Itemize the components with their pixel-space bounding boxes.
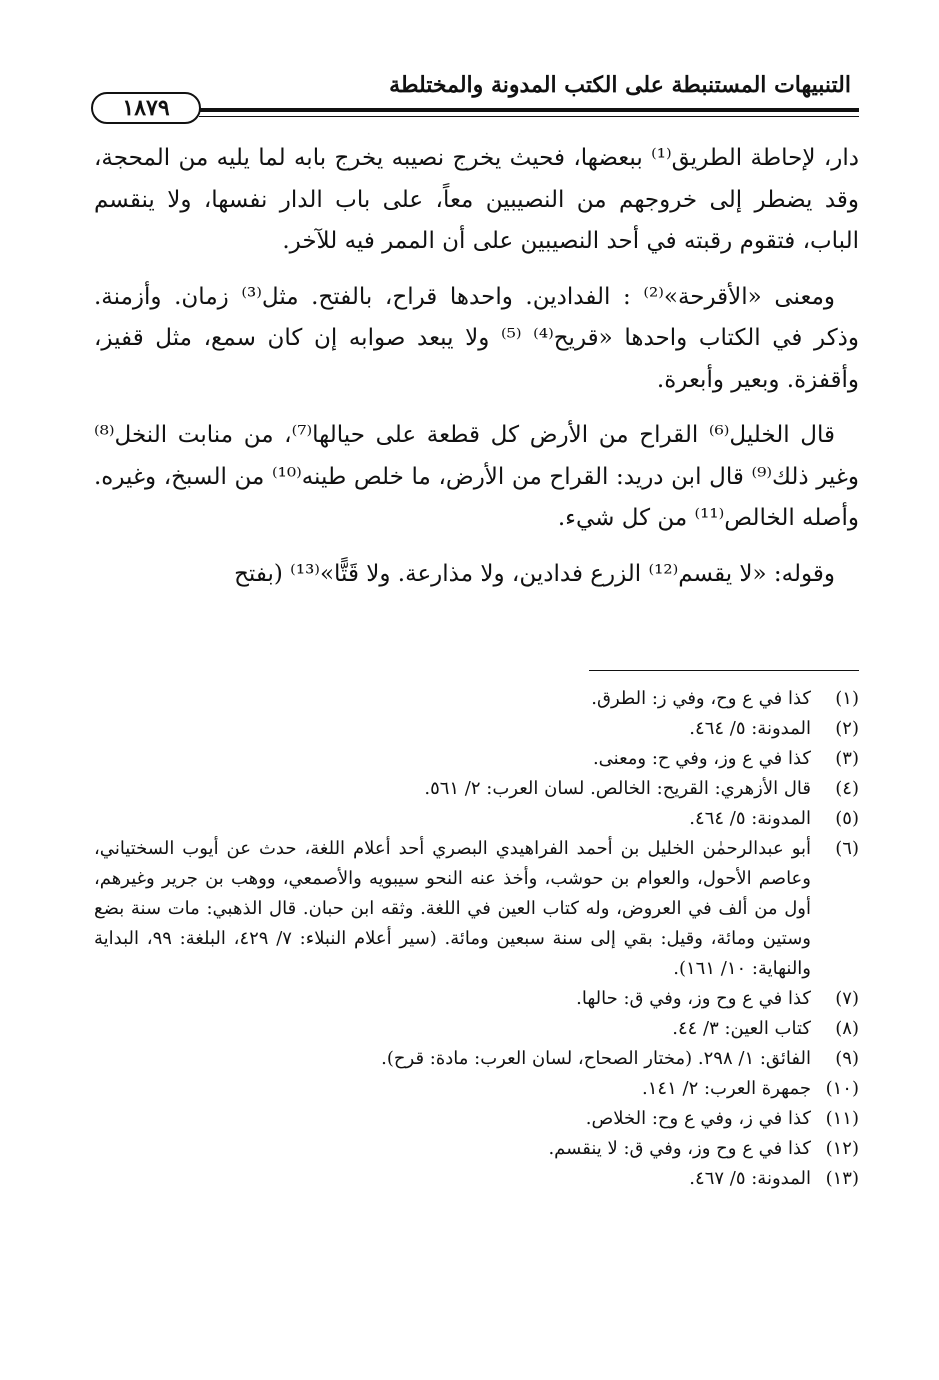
footnote-item (94, 984, 859, 1014)
footnote-text: قال الأزهري: القريح: الخالص. لسان العرب: ٢/ ٥٦١. (424, 778, 811, 799)
footnote-item (94, 684, 859, 714)
footnote-item (94, 1104, 859, 1134)
footnote-item (94, 834, 859, 984)
footnote-text: المدونة: ٥/ ٤٦٤. (689, 808, 811, 829)
running-title: التنبيهات المستنبطة على الكتب المدونة والمختلطة (389, 72, 851, 98)
footnote-text: كذا في ع وح، وفي ز: الطرق. (591, 688, 811, 709)
footnote-number: (١١) (825, 1108, 859, 1129)
footnote-item (94, 1014, 859, 1044)
footnote-number: (١٢) (825, 1138, 859, 1159)
footnote-number: (٤) (835, 778, 859, 799)
footnote-text: كذا في ع وز، وفي ح: ومعنى. (592, 748, 811, 769)
footnote-number: (١٠) (825, 1078, 859, 1099)
footnote-number: (٥) (835, 808, 859, 829)
body-paragraph: ومعنى «الأقرحة»⁽²⁾ : الفدادين. واحدها قراح، بالفتح. مثل⁽³⁾ زمان. وأزمنة. وذكر في الكتاب واحدها «قريح⁽⁴⁾ ⁽⁵⁾ ولا يبعد صوابه إن كان سمع، مثل قفيز، وأقفزة. وبعير وأبعرة. (94, 283, 859, 393)
body-paragraph: دار، لإحاطة الطريق⁽¹⁾ ببعضها، فحيث يخرج نصيبه يخرج بابه لما يليه من المحجة، وقد يضطر إلى خروجهم من النصيبين معاً، على باب الدار نفسها، ولا ينقسم الباب، فتقوم رقبته في أحد النصيبين على أن الممر فيه للآخر. (94, 145, 859, 254)
header-rule-thin (199, 116, 859, 117)
footnote-text: جمهرة العرب: ٢/ ١٤١. (642, 1078, 811, 1099)
footnote-number: (١٣) (825, 1168, 859, 1189)
footnote-item (94, 744, 859, 774)
footnote-text: كذا في ع وح وز، وفي ق: حالها. (576, 988, 811, 1009)
footnote-number: (٨) (835, 1018, 859, 1039)
footnote-item (94, 1164, 859, 1194)
footnote-number: (٢) (835, 718, 859, 739)
footnote-item (94, 714, 859, 744)
footnote-item (94, 1044, 859, 1074)
footnote-separator (589, 670, 859, 671)
body-paragraph: وقوله: «لا يقسم⁽¹²⁾ الزرع فدادين، ولا مذارعة. ولا قَتًّا»⁽¹³⁾ (بفتح (234, 560, 835, 587)
page-header (79, 62, 859, 122)
footnote-item (94, 1074, 859, 1104)
page-number: ١٨٧٩ (91, 92, 201, 124)
footnote-text: أبو عبدالرحمٰن الخليل بن أحمد الفراهيدي البصري أحد أعلام اللغة، حدث عن أيوب السختياني، وعاصم الأحول، والعوام بن حوشب، وأخذ عنه النحو سيبويه والأصمعي، ووهب بن جرير وغيرهم، أول من ألف في العروض، وله كتاب العين في اللغة. وثقه ابن حبان. قال الذهبي: مات سنة بضع وستين ومائة، وقيل: بقي إلى سنة سبعين ومائة. (سير أعلام النبلاء: ٧/ ٤٢٩، البلغة: ٩٩، البداية والنهاية: ١٠/ ١٦١). (94, 838, 811, 979)
footnote-text: المدونة: ٥/ ٤٦٧. (689, 1168, 811, 1189)
body-paragraph: قال الخليل⁽⁶⁾ القراح من الأرض كل قطعة على حيالها⁽⁷⁾، من منابت النخل⁽⁸⁾ وغير ذلك⁽⁹⁾ قال ابن دريد: القراح من الأرض، ما خلص طينه⁽¹⁰⁾ من السبخ، وغيره. وأصله الخالص⁽¹¹⁾ من كل شيء. (94, 422, 860, 531)
footnote-text: كذا في ز، وفي ع وح: الخلاص. (585, 1108, 811, 1129)
footnote-number: (١) (835, 688, 859, 709)
footnotes (94, 684, 859, 1194)
footnote-number: (٣) (835, 748, 859, 769)
footnote-item (94, 1134, 859, 1164)
footnote-number: (٦) (835, 838, 859, 859)
footnote-text: كتاب العين: ٣/ ٤٤. (672, 1018, 811, 1039)
footnote-text: الفائق: ١/ ٢٩٨. (مختار الصحاح، لسان العرب: مادة: قرح). (381, 1048, 811, 1069)
footnote-text: المدونة: ٥/ ٤٦٤. (689, 718, 811, 739)
main-text (94, 138, 859, 609)
header-rule-thick (199, 108, 859, 112)
footnote-number: (٩) (835, 1048, 859, 1069)
footnote-item (94, 774, 859, 804)
footnote-item (94, 804, 859, 834)
footnote-text: كذا في ع وح وز، وفي ق: لا ينقسم. (548, 1138, 811, 1159)
footnote-number: (٧) (835, 988, 859, 1009)
